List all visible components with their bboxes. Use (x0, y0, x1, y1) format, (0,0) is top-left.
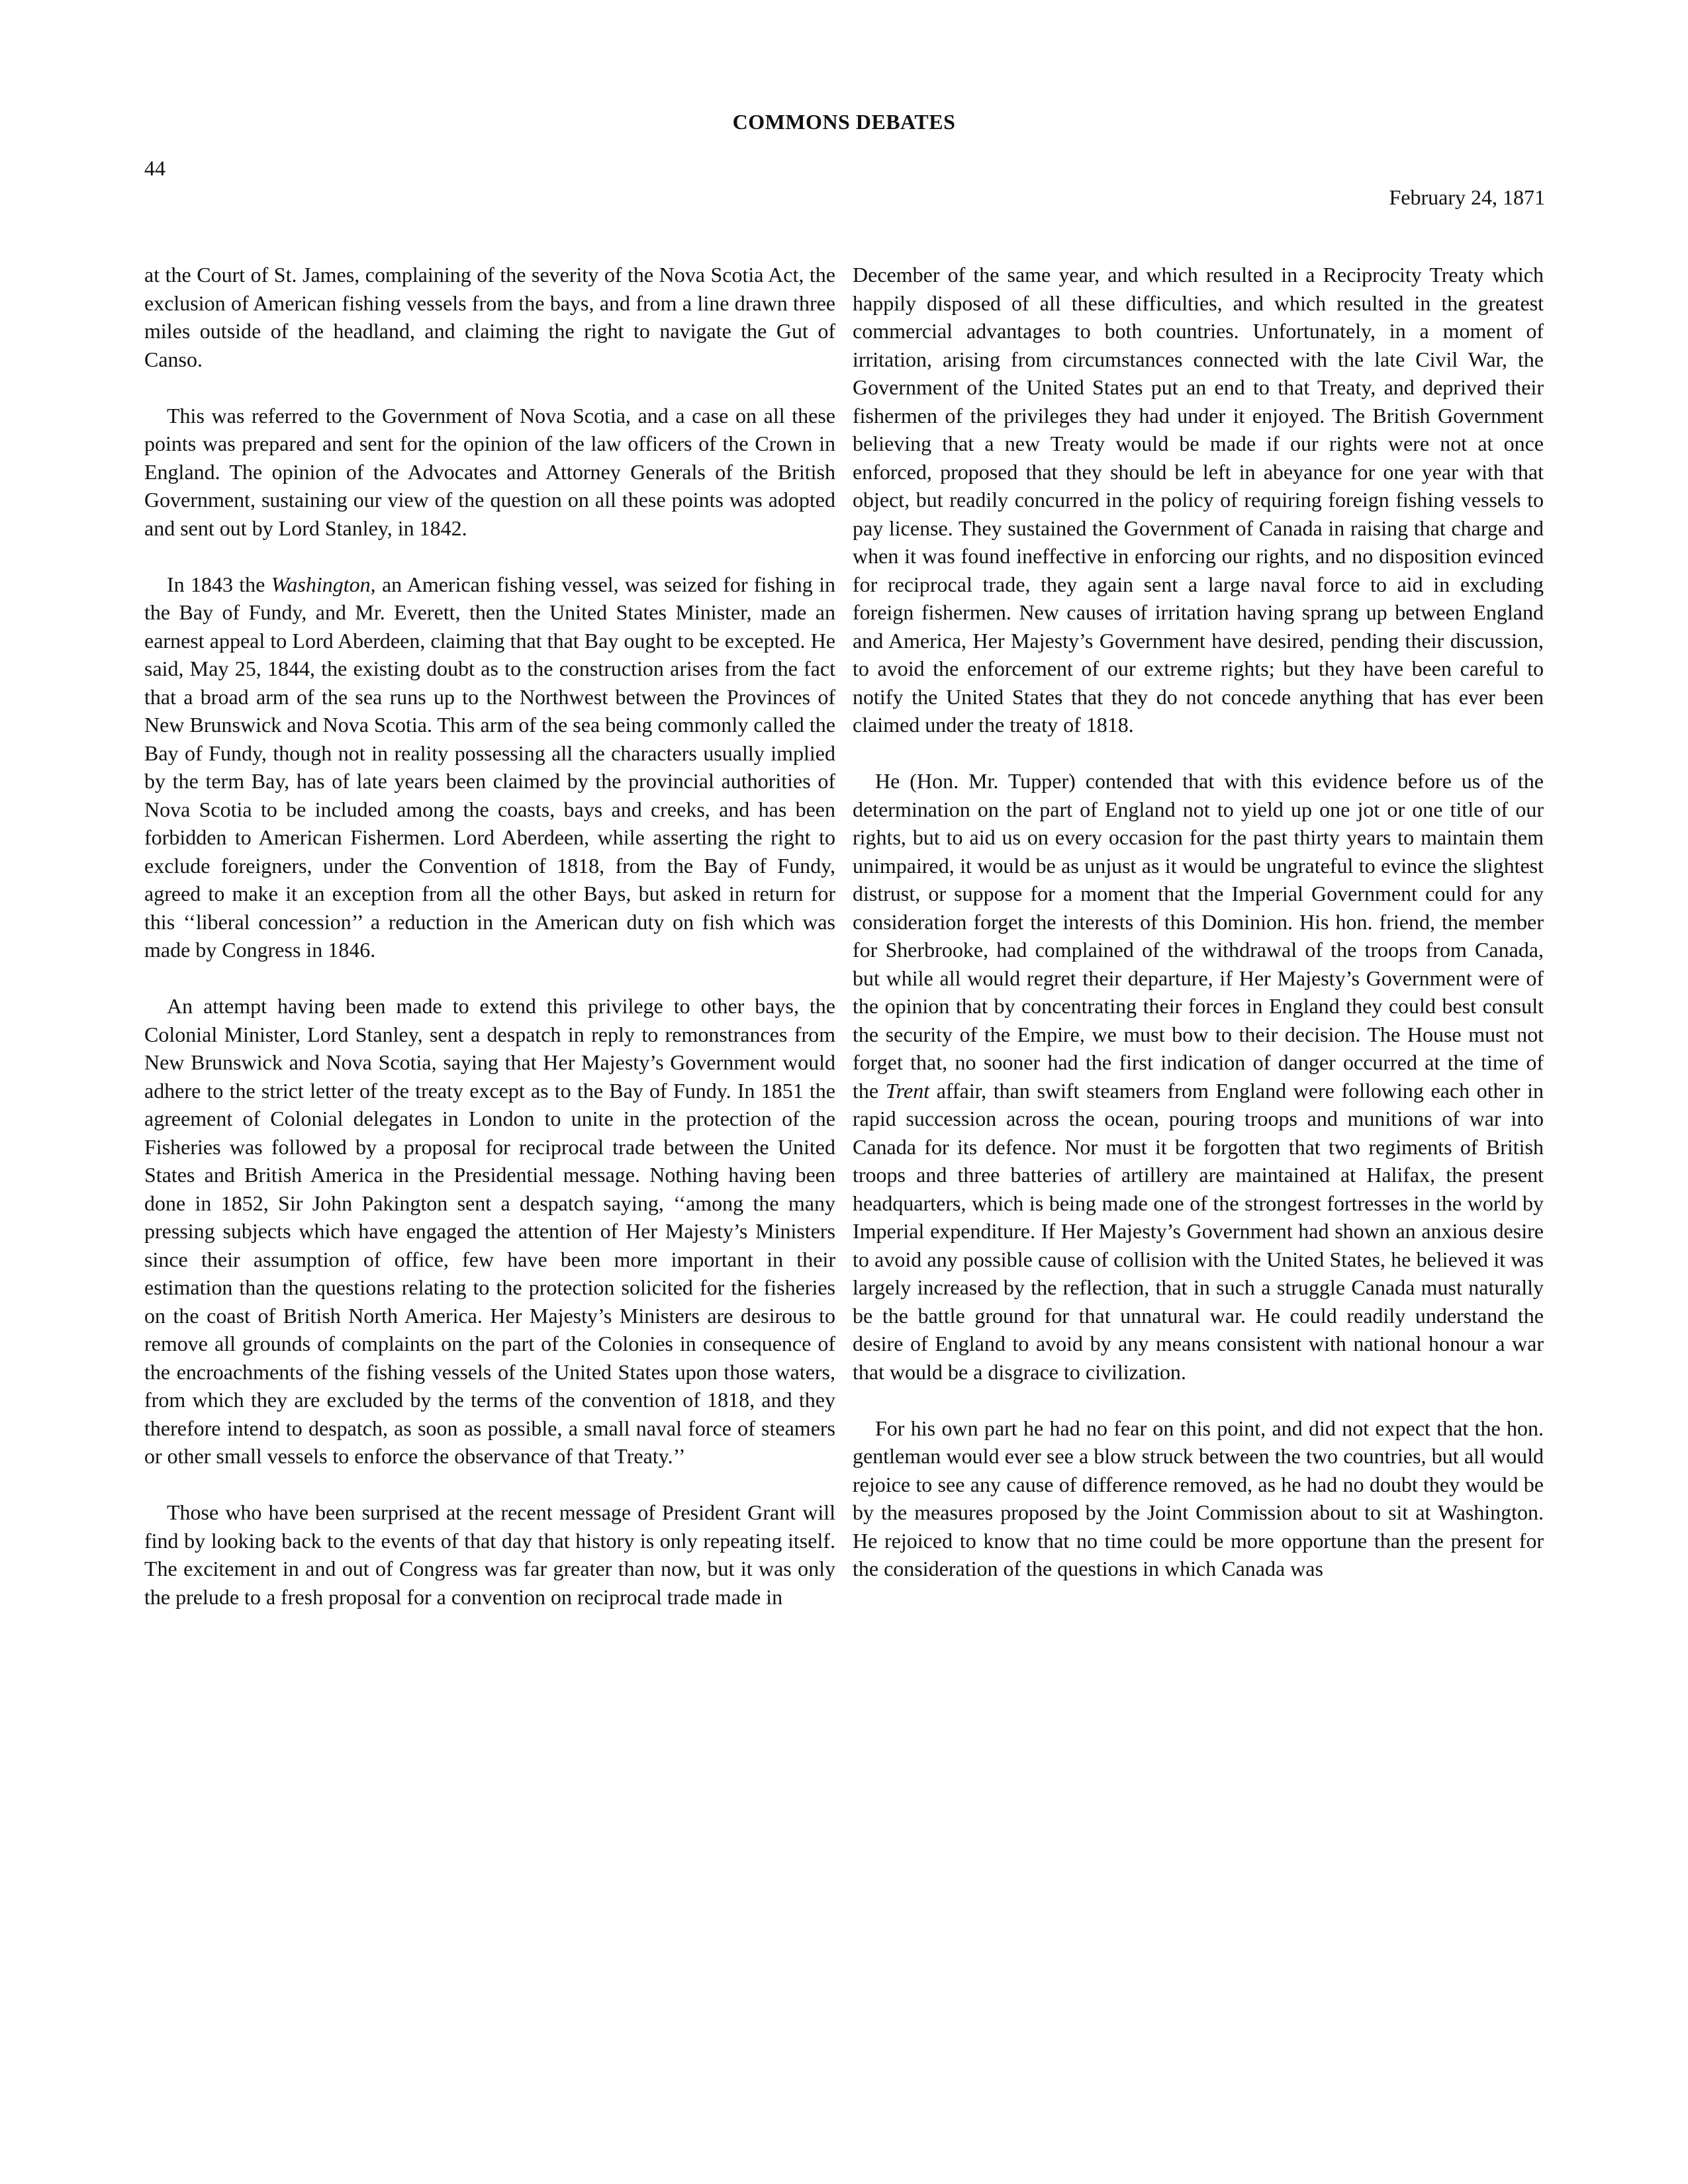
paragraph-text: He (Hon. Mr. Tupper) contended that with this evidence before us of the determination on the part of England not to yield up one jot or one title of our rights, but to aid us on every occasion for the past thirty years to maintain them unimpaired, it would be as unjust as it would be ungrateful to evince the slightest distrust, or suppose for a moment that the Imperial Government could for any consideration forget the interests of this Dominion. His hon. friend, the member for Sherbrooke, had complained of the withdrawal of the troops from Canada, but while all would regret their departure, if Her Majesty’s Government were of the opinion that by concentrating their forces in England they could best consult the security of the Empire, we must bow to their decision. The House must not forget that, no sooner had the first indication of danger occurred at the time of the (853, 769, 1544, 1103)
page-number: 44 (144, 156, 165, 180)
paragraph-text: affair, than swift steamers from England were following each other in rapid succession across the ocean, pouring troops and munitions of war into Canada for its defence. Nor must it be forgotten that two regiments of British troops and three batteries of artillery are maintained at Halifax, the present headquarters, which is being made one of the strongest fortresses in the world by Imperial expenditure. If Her Majesty’s Government had shown an anxious desire to avoid any possible cause of collision with the United States, he believed it was largely increased by the reflection, that in such a struggle Canada must naturally be the battle ground for that unnatural war. He could readily understand the desire of England to avoid by any means consistent with national honour a war that would be a disgrace to civilization. (853, 1078, 1544, 1384)
paragraph: For his own part he had no fear on this point, and did not expect that the hon. gentleman would ever see a blow struck between the two countries, but all would rejoice to see any cause of difference removed, as he had no doubt they would be by the measures proposed by the Joint Commission about to sit at Washington. He rejoiced to know that no time could be more opportune than the present for the consideration of the questions in which Canada was (853, 1416, 1544, 1580)
right-column (853, 261, 1544, 1611)
paragraph: This was referred to the Government of Nova Scotia, and a case on all these points was prepared and sent for the opinion of the law officers of the Crown in England. The opinion of the Advocates and Attorney Generals of the British Government, sustaining our view of the question on all these points was adopted and sent out by Lord Stanley, in 1842. (144, 403, 835, 540)
left-column (144, 261, 835, 1639)
vessel-name-italic: Washington (271, 572, 371, 596)
paragraph (144, 570, 835, 964)
affair-name-italic: Trent (885, 1078, 930, 1103)
paragraph (853, 767, 1544, 1386)
paragraph: at the Court of St. James, complaining of the severity of the Nova Scotia Act, the exclusion of American fishing vessels from the bays, and from a line drawn three miles outside of the headland, and claiming the right to navigate the Gut of Canso. (144, 263, 835, 371)
page-date: February 24, 1871 (1389, 185, 1545, 209)
paragraph-text: , an American fishing vessel, was seized for fishing in the Bay of Fundy, and Mr. Everett, then the United States Minister, made an earnest appeal to Lord Aberdeen, claiming that that Bay ought to be excepted. He said, May 25, 1844, the existing doubt as to the construction arises from the fact that a broad arm of the sea runs up to the Northwest between the Provinces of New Brunswick and Nova Scotia. This arm of the sea being commonly called the Bay of Fundy, though not in reality possessing all the characters usually implied by the term Bay, has of late years been claimed by the provincial authorities of Nova Scotia to be included among the coasts, bays and creeks, and has been forbidden to American Fishermen. Lord Aberdeen, while asserting the right to exclude foreigners, under the Convention of 1818, from the Bay of Fundy, agreed to make it an exception from all the other Bays, but asked in return for this ‘‘liberal concession’’ a reduction in the American duty on fish which was made by Congress in 1846. (144, 572, 836, 962)
running-head: COMMONS DEBATES (732, 110, 956, 134)
paragraph-text: In 1843 the (167, 572, 271, 596)
paragraph: An attempt having been made to extend this privilege to other bays, the Colonial Minister, Lord Stanley, sent a despatch in reply to remonstrances from New Brunswick and Nova Scotia, saying that Her Majesty’s Government would adhere to the strict letter of the treaty except as to the Bay of Fundy. In 1851 the agreement of Colonial delegates in London to unite in the protection of the Fisheries was followed by a proposal for reciprocal trade between the United States and British America in the Presidential message. Nothing having been done in 1852, Sir John Pakington sent a despatch saying, ‘‘among the many pressing subjects which have engaged the attention of Her Majesty’s Ministers since their assumption of office, few have been more important in their estimation than the questions relating to the protection solicited for the fisheries on the coast of British North America. Her Majesty’s Ministers are desirous to remove all grounds of complaints on the part of the Colonies in consequence of the encroachments of the fishing vessels of the United States upon those waters, from which they are excluded by the terms of the convention of 1818, and they therefore intend to despatch, as soon as possible, a small naval force of steamers or other small vessels to enforce the observance of that Treaty.’’ (144, 994, 835, 1468)
paragraph: Those who have been surprised at the recent message of President Grant will find by looking back to the events of that day that history is only repeating itself. The excitement in and out of Congress was far greater than now, but it was only the prelude to a fresh proposal for a convention on reciprocal trade made in (144, 1500, 835, 1609)
paragraph: December of the same year, and which resulted in a Reciprocity Treaty which happily disposed of all these difficulties, and which resulted in the greatest commercial advantages to both countries. Unfortunately, in a moment of irritation, arising from circumstances connected with the late Civil War, the Government of the United States put an end to that Treaty, and deprived their fishermen of the privileges they had under it enjoyed. The British Government believing that a new Treaty would be made if our rights were not at once enforced, proposed that they should be left in abeyance for one year with that object, but readily concurred in the policy of requiring foreign fishing vessels to pay license. They sustained the Government of Canada in raising that charge and when it was found ineffective in enforcing our rights, and no disposition evinced for reciprocal trade, they again sent a large naval force to aid in excluding foreign fishermen. New causes of irritation having sprang up between England and America, Her Majesty’s Government have desired, pending their discussion, to avoid the enforcement of our extreme rights; but they have been careful to notify the United States that they do not concede anything that has ever been claimed under the treaty of 1818. (853, 263, 1544, 737)
